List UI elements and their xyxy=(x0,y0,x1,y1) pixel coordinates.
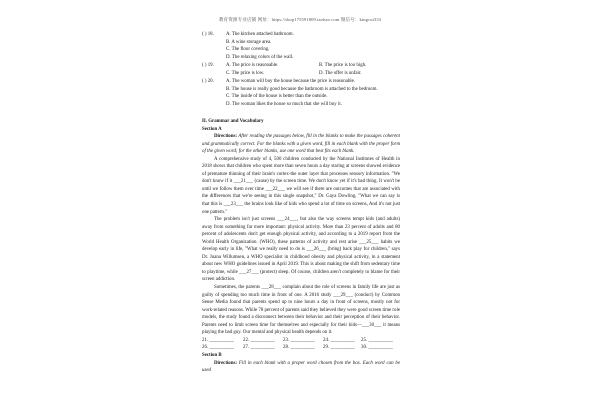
answer-line-2 xyxy=(202,344,400,352)
question-18 xyxy=(202,31,402,61)
question-number: ( ) 18. xyxy=(202,32,214,37)
question-number: ( ) 19. xyxy=(202,63,214,68)
option-b: B. The price is too high. xyxy=(319,63,367,68)
answer-blank-24[interactable]: 24. __________ xyxy=(323,337,355,343)
answer-line-1 xyxy=(202,337,400,345)
answer-blank-30[interactable]: 30. __________ xyxy=(361,345,393,351)
directions xyxy=(202,133,400,156)
passage-paragraph-1: A comprehensive study of 4, 500 children conducted by the National Institutes of Health in 2018 shows that children who spent more than seven hours a day staring at screens showed evidence of premature thinning of their brain's cortex-the outer layer that processes sensory information. "We don't know if it ___21___ (cause) by the screen time. We don't know yet if it's bad thing. It won't be until we follow them over time ___22___ we will see if there are outcomes that are associated with the differences that we're seeing in this single snapshot," Dr. Gaya Dowling. "What we can say is that this is ___23___ the brains look like of kids who spend a lot of time on screens, And it's not just one pattern." xyxy=(202,156,400,215)
passage-paragraph-2: The problem isn't just screens ___24___, but also the way screens tempt kids (and adults) away from something far more important: physical activity. More than 23 percent of adults and 80 percent of adolescents don't get enough physical activity, and according to a 2019 report from the World Health Organization. (WHO), these patterns of activity and rest arise ___25___ habits we develop early in life, "What we really need to do is ___26___ (bring) back play for children," says Dr. Juana Willumsen, a WHO specialist in childhood obesity and physical activity, in a statement about new WHO guidelines issued in April 2019. This is about making the shift from sedentary time to playtime, while ___27___ (protect) sleep. Of course, children aren't completely to blame for their screen addiction. xyxy=(202,217,400,283)
page-header: 教育资源专业店铺 网址：https://shop175591809.taobao.com 微信号：kingcui333 xyxy=(218,17,382,22)
option-d: D. The offer is unfair. xyxy=(319,70,362,76)
answer-blank-22[interactable]: 22. __________ xyxy=(243,337,275,343)
option-d: D. The relaxing colors of the wall. xyxy=(226,54,294,60)
option-b: B. A wine storage area. xyxy=(226,39,272,45)
option-c: C. The price is low. xyxy=(226,70,265,76)
part-heading: II. Grammar and Vocabulary xyxy=(202,119,264,124)
option-a: A. The woman will buy the house because the price is reasonable. xyxy=(226,79,356,84)
section-a-heading: Section A xyxy=(202,126,222,132)
answer-blank-26[interactable]: 26. __________ xyxy=(202,345,234,351)
grammar-vocabulary-section xyxy=(202,118,400,375)
question-20 xyxy=(202,78,402,108)
option-c: C. The floor covering. xyxy=(226,47,270,53)
question-number: ( ) 20. xyxy=(202,79,214,84)
option-a: A. The kitchen attached bathroom. xyxy=(226,32,294,37)
option-d: D. The woman likes the house so much that she will buy it. xyxy=(226,101,342,107)
option-a: A. The price is reasonable. xyxy=(226,63,279,68)
directions-b-label: Directions: xyxy=(214,360,237,366)
answer-blank-29[interactable]: 29. __________ xyxy=(323,345,355,351)
answer-blank-28[interactable]: 28. __________ xyxy=(283,345,315,351)
question-19 xyxy=(202,62,402,77)
answer-blank-21[interactable]: 21. __________ xyxy=(202,337,234,343)
option-b: B. The house is really good because the bathroom is attached to the bedroom. xyxy=(226,86,378,92)
directions-b xyxy=(202,360,400,375)
passage-paragraph-3: Sometimes, the parents ___28___ complain about the role of screens in family life are just as guilty of spending too much time in front of one. A 2016 study ___29___ (conduct) by Common Sense Media found that parents spend up to nine hours a day in front of screens, mostly not for work-related reasons. While 78 percent of parents said they believed they were good screen time role models, the study found a disconnect between their behavior and their perception of their behavior. Parents need to limit screen time for themselves and especially for their kids—___30___ it means playing the bad guy. Our mental and physical health depends on it. xyxy=(202,285,400,336)
answer-blank-23[interactable]: 23. __________ xyxy=(283,337,315,343)
answer-blank-25[interactable]: 25. __________ xyxy=(361,337,393,343)
section-b-heading: Section B xyxy=(202,352,222,358)
directions-b-text: Fill in each blank with a proper word chosen from the box. Each word can be used xyxy=(202,360,400,374)
answer-blank-27[interactable]: 27. __________ xyxy=(243,345,275,351)
directions-label: Directions: xyxy=(214,134,237,140)
directions-text: After reading the passages below, fill in the blanks to make the passages coherent and grammatically correct. For the blanks with a given word, fill in each blank with the proper form of the given word; for the other blanks, use one word that best fits each blank. xyxy=(202,134,400,155)
option-c: C. The inside of the house is better than the outside. xyxy=(226,94,328,100)
